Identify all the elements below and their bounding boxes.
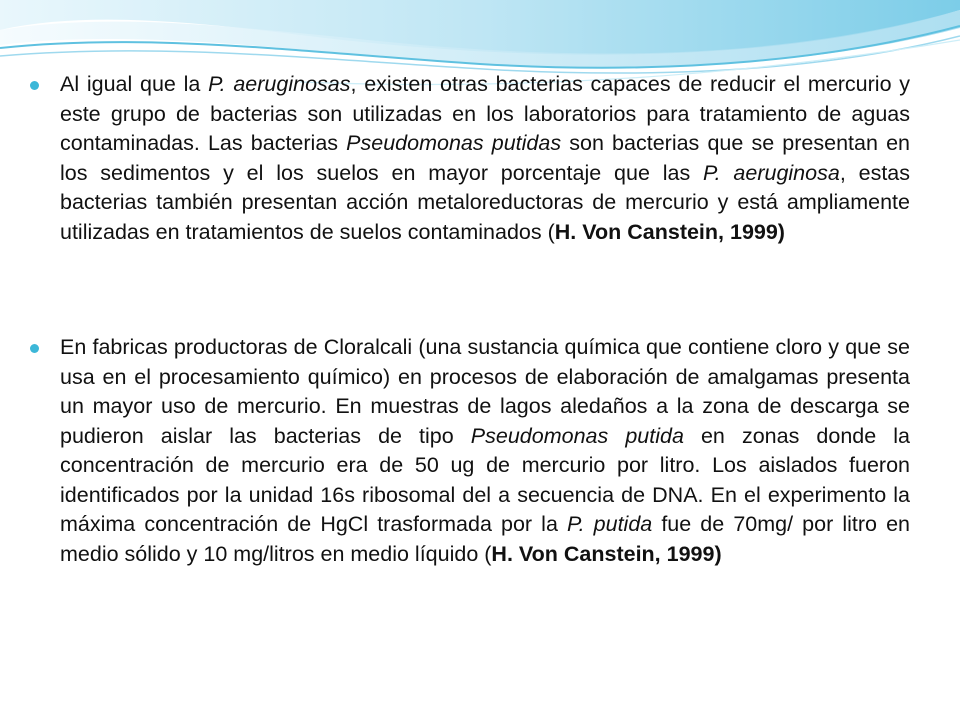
bullet-dot-icon (30, 81, 39, 90)
paragraph-text: En fabricas productoras de Cloralcali (una sustancia química que contiene cloro y que se usa en el procesamiento químico) en procesos de elaboración de amalgamas presenta un mayor uso de mercurio. En muestras de lagos aledaños a la zona de descarga se pudieron aislar las bacterias de tipo Pseudomonas putida en zonas donde la concentración de mercurio era de 50 ug de mercurio por litro. Los aislados fueron identificados por la unidad 16s ribosomal del a secuencia de DNA. En el experimento la máxima concentración de HgCl trasformada por la P. putida fue de 70mg/ por litro en medio sólido y 10 mg/litros en medio líquido (H. Von Canstein, 1999) (60, 335, 910, 566)
bullet-paragraph-2 (30, 333, 910, 569)
bullet-paragraph-1 (30, 70, 910, 247)
slide-content (30, 70, 910, 569)
bullet-dot-icon (30, 344, 39, 353)
paragraph-text: Al igual que la P. aeruginosas, existen otras bacterias capaces de reducir el mercurio y este grupo de bacterias son utilizadas en los laboratorios para tratamiento de aguas contaminadas. Las bacterias Pseudomonas putidas son bacterias que se presentan en los sedimentos y el los suelos en mayor porcentaje que las P. aeruginosa, estas bacterias también presentan acción metaloreductoras de mercurio y está ampliamente utilizadas en tratamientos de suelos contaminados (H. Von Canstein, 1999) (60, 72, 911, 244)
citation: H. Von Canstein, 1999) (491, 541, 722, 566)
citation: H. Von Canstein, 1999) (554, 219, 785, 244)
